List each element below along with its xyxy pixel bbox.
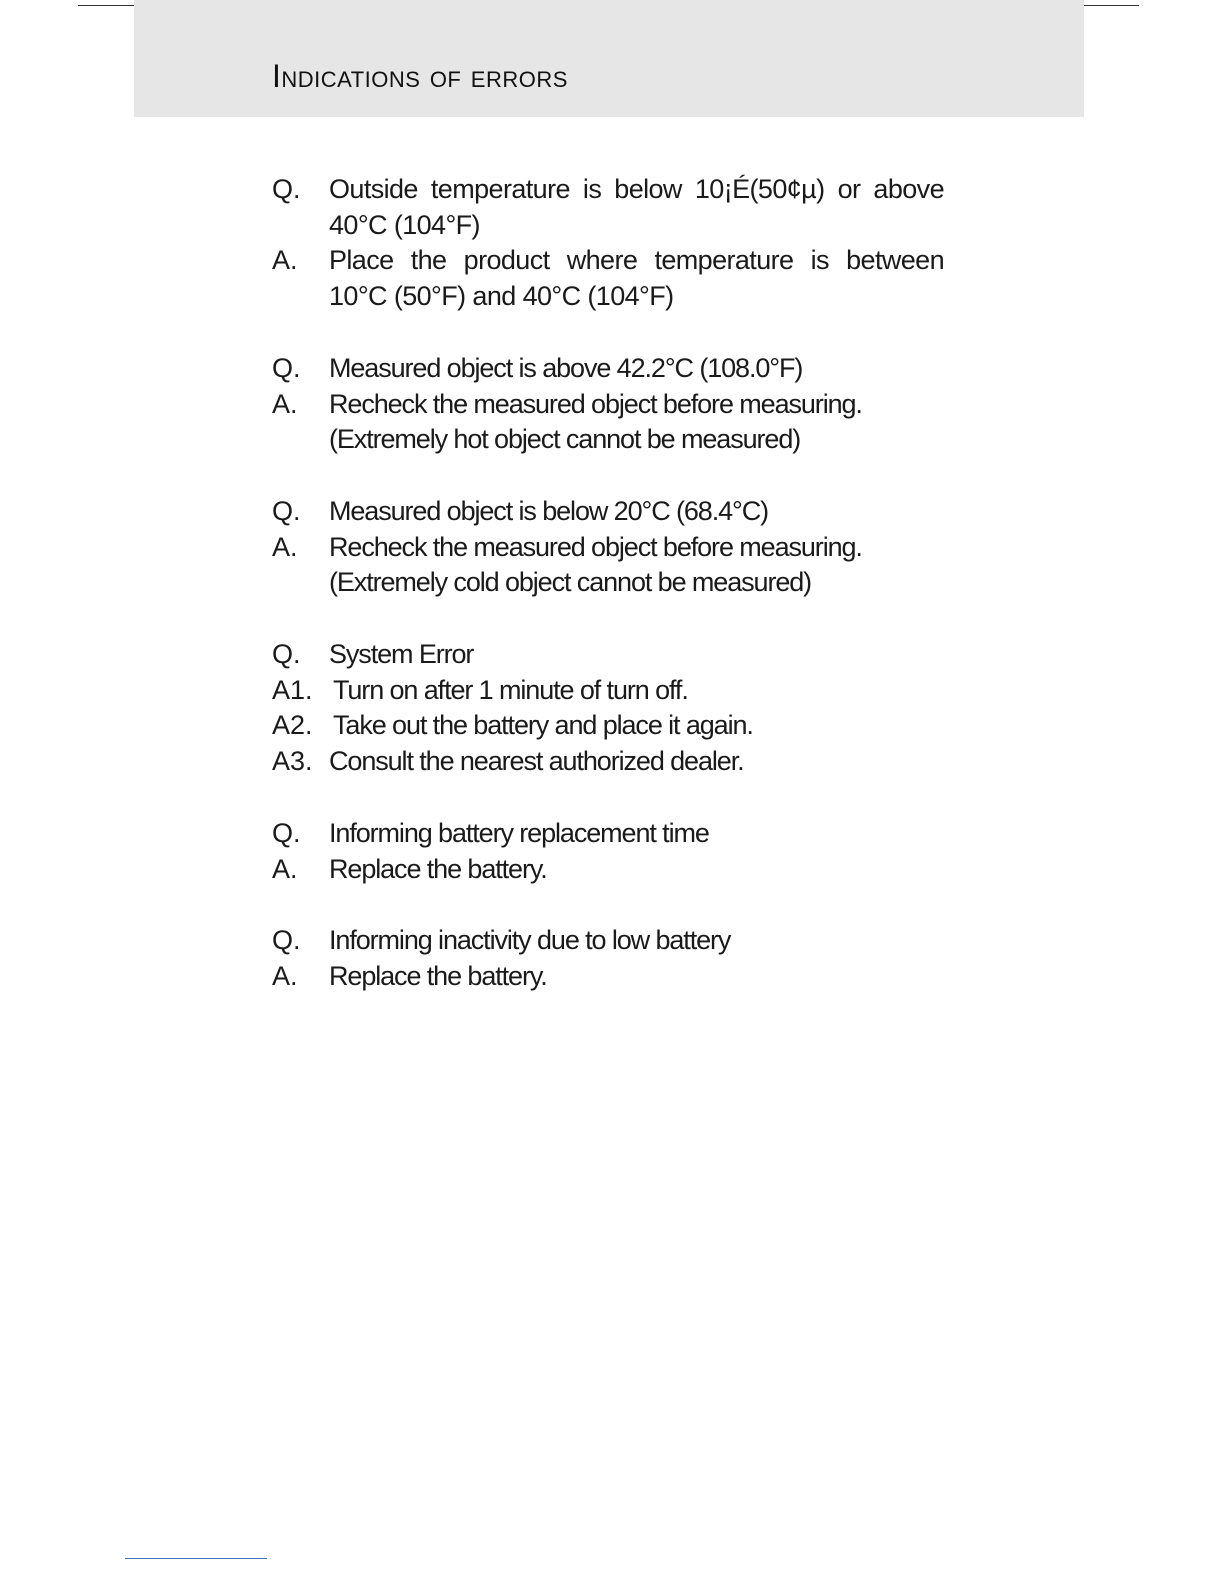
crop-mark-left: [78, 5, 134, 6]
qa-group: [272, 494, 944, 601]
qa-text: Recheck the measured object before measuring. (Extremely hot object cannot be measured): [329, 388, 862, 455]
qa-row: [272, 243, 944, 314]
qa-list: [272, 172, 944, 1031]
qa-group: [272, 351, 944, 458]
qa-row: [272, 959, 944, 995]
qa-label: A.: [272, 388, 298, 419]
qa-row: [272, 923, 944, 959]
qa-text: Place the product where temperature is between 10°C (50°F) and 40°C (104°F): [329, 245, 944, 312]
qa-text: Replace the battery.: [329, 853, 547, 884]
qa-label: A3.: [272, 746, 313, 777]
qa-row: [272, 172, 944, 243]
qa-row: [272, 494, 944, 530]
qa-group: [272, 172, 944, 315]
qa-text: Take out the battery and place it again.: [333, 710, 753, 741]
qa-label: A.: [272, 853, 298, 884]
qa-row: [272, 744, 944, 780]
qa-label: Q.: [272, 352, 301, 383]
qa-label: Q.: [272, 639, 301, 670]
qa-text: Consult the nearest authorized dealer.: [329, 746, 744, 777]
qa-label: Q.: [272, 817, 301, 848]
footer-rule: [125, 1558, 267, 1559]
qa-label: Q.: [272, 925, 301, 956]
qa-row: [272, 351, 944, 387]
qa-label: A.: [272, 531, 298, 562]
qa-label: Q.: [272, 174, 301, 204]
qa-label: Q.: [272, 495, 301, 526]
qa-text: Replace the battery.: [329, 960, 547, 991]
qa-label: A1.: [272, 674, 313, 705]
qa-row: [272, 387, 944, 458]
qa-group: [272, 816, 944, 887]
qa-text: Recheck the measured object before measuring. (Extremely cold object cannot be measured): [329, 531, 862, 598]
crop-mark-right: [1084, 5, 1139, 6]
qa-row: [272, 637, 944, 673]
qa-row: [272, 530, 944, 601]
qa-text: Outside temperature is below 10¡É(50¢µ) or above 40°C (104°F): [329, 174, 944, 240]
qa-text: Measured object is above 42.2°C (108.0°F): [329, 352, 803, 383]
qa-row: [272, 816, 944, 852]
qa-row: [272, 852, 944, 888]
qa-label: A.: [272, 245, 298, 276]
qa-group: [272, 923, 944, 994]
qa-text: Informing inactivity due to low battery: [329, 925, 731, 956]
qa-label: A.: [272, 960, 298, 991]
qa-text: Turn on after 1 minute of turn off.: [333, 674, 688, 705]
qa-group: [272, 637, 944, 780]
qa-text: Informing battery replacement time: [329, 817, 709, 848]
page-title: Indications of errors: [272, 58, 568, 94]
qa-text: Measured object is below 20°C (68.4°C): [329, 495, 769, 526]
qa-row: [272, 708, 944, 744]
qa-label: A2.: [272, 710, 313, 741]
qa-row: [272, 673, 944, 709]
qa-text: System Error: [329, 639, 474, 670]
